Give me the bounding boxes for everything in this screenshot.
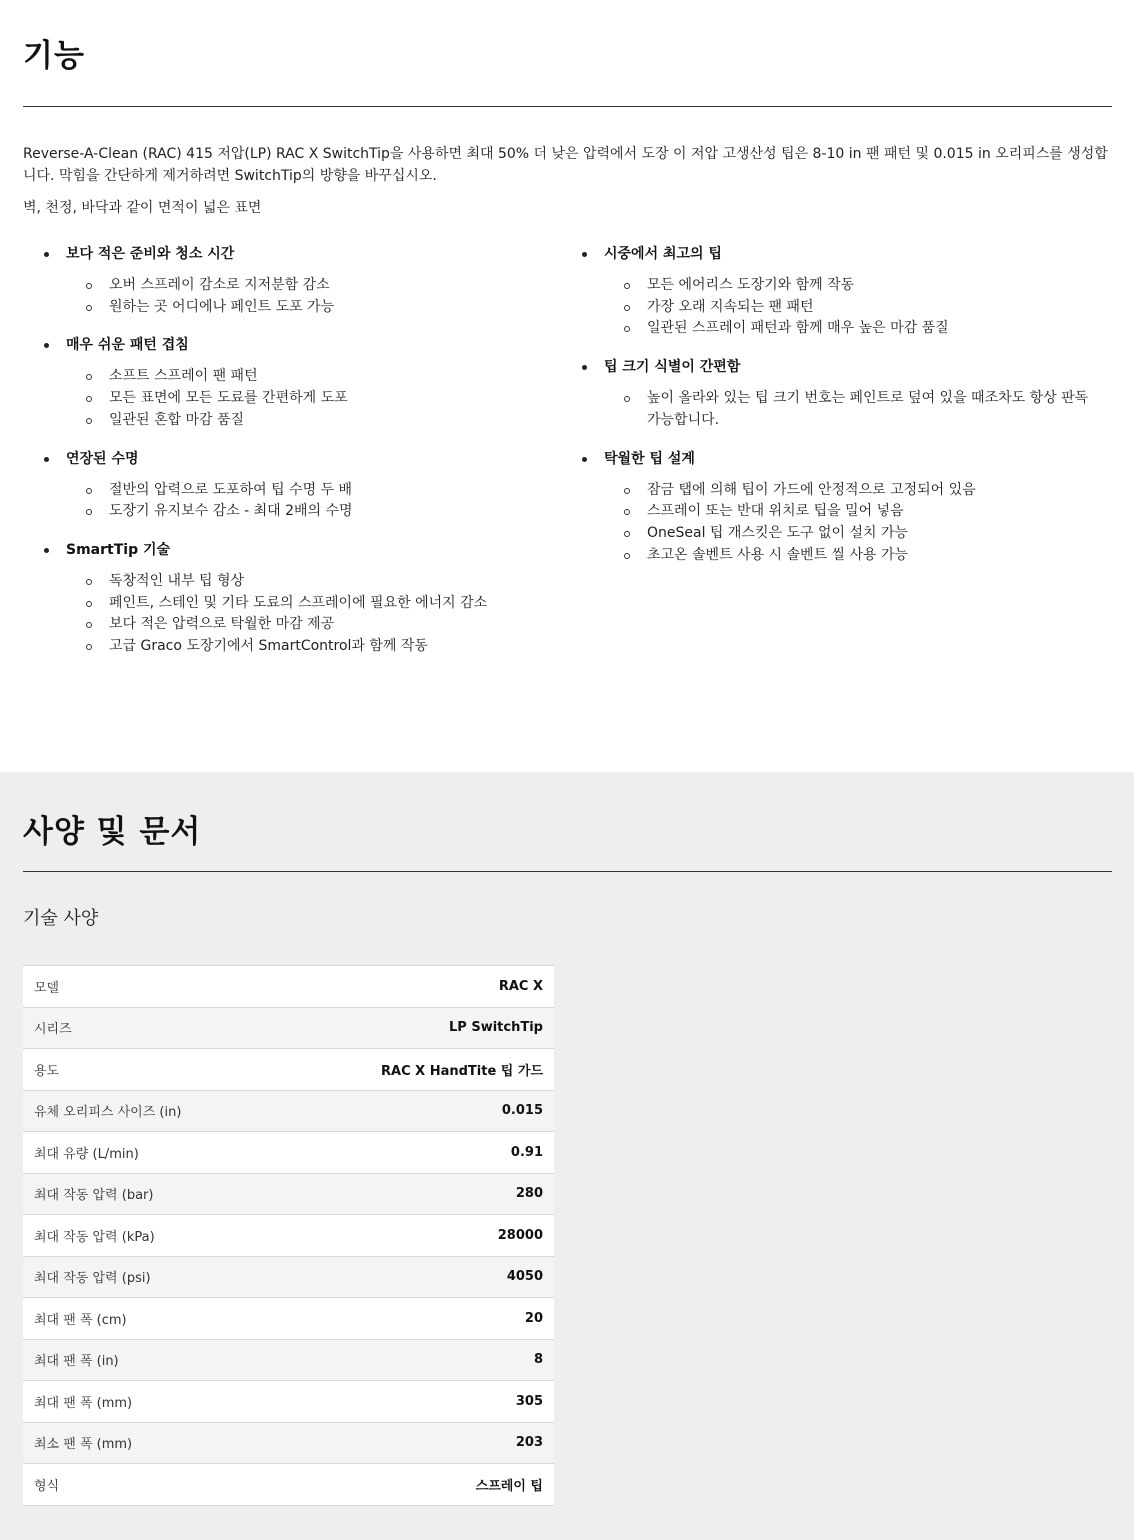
features-left-column [23, 241, 543, 672]
features-title: 기능 [23, 38, 85, 74]
spec-value: 0.91 [278, 1132, 554, 1174]
specs-title: 사양 및 문서 [23, 814, 202, 850]
feature-group-title: 연장된 수명 [23, 446, 543, 472]
spec-value: RAC X HandTite 팁 가드 [278, 1049, 554, 1091]
spec-value: 28000 [278, 1215, 554, 1257]
feature-item: 절반의 압력으로 도포하여 팁 수명 두 배 [23, 480, 543, 502]
spec-label: 용도 [23, 1049, 278, 1091]
feature-group-title: SmartTip 기술 [23, 537, 543, 563]
spec-label: 최대 팬 폭 (in) [23, 1339, 278, 1381]
feature-list [23, 275, 543, 318]
feature-item: 가장 오래 지속되는 팬 패턴 [561, 297, 1101, 319]
feature-item: 고급 Graco 도장기에서 SmartControl과 함께 작동 [23, 636, 543, 658]
spec-label: 유체 오리피스 사이즈 (in) [23, 1090, 278, 1132]
table-row [23, 1007, 554, 1049]
feature-item: 보다 적은 압력으로 탁월한 마감 제공 [23, 614, 543, 636]
features-surface: 벽, 천정, 바닥과 같이 면적이 넓은 표면 [23, 200, 262, 216]
specs-section [0, 772, 1134, 1540]
spec-value: 305 [278, 1381, 554, 1423]
feature-group [23, 241, 543, 318]
feature-group-title: 보다 적은 준비와 청소 시간 [23, 241, 543, 267]
table-row [23, 1049, 554, 1091]
specs-subtitle: 기술 사양 [23, 908, 99, 929]
feature-item: 페인트, 스테인 및 기타 도료의 스프레이에 필요한 에너지 감소 [23, 593, 543, 615]
spec-value: 280 [278, 1173, 554, 1215]
feature-list [23, 571, 543, 658]
spec-label: 최대 유량 (L/min) [23, 1132, 278, 1174]
specs-divider [23, 871, 1112, 872]
feature-group [561, 241, 1101, 340]
spec-label: 시리즈 [23, 1007, 278, 1049]
feature-list [561, 275, 1101, 340]
spec-label: 최대 팬 폭 (cm) [23, 1298, 278, 1340]
feature-list [23, 480, 543, 523]
feature-group [23, 537, 543, 658]
table-row [23, 1339, 554, 1381]
spec-label: 최대 작동 압력 (psi) [23, 1256, 278, 1298]
feature-item: 모든 표면에 모든 도료를 간편하게 도포 [23, 388, 543, 410]
features-right-column [561, 241, 1101, 580]
spec-value: 20 [278, 1298, 554, 1340]
feature-item: 잠금 탭에 의해 팁이 가드에 안정적으로 고정되어 있음 [561, 480, 1101, 502]
table-row [23, 1090, 554, 1132]
feature-item: 스프레이 또는 반대 위치로 팁을 밀어 넣음 [561, 501, 1101, 523]
spec-value: 4050 [278, 1256, 554, 1298]
feature-item: 일관된 혼합 마감 품질 [23, 410, 543, 432]
feature-item: OneSeal 팁 개스킷은 도구 없이 설치 가능 [561, 523, 1101, 545]
feature-group [23, 332, 543, 431]
feature-group-title: 매우 쉬운 패턴 겹침 [23, 332, 543, 358]
feature-list [561, 480, 1101, 567]
feature-item: 오버 스프레이 감소로 지저분함 감소 [23, 275, 543, 297]
feature-group [561, 354, 1101, 431]
features-divider [23, 106, 1112, 107]
feature-item: 소프트 스프레이 팬 패턴 [23, 366, 543, 388]
features-intro: Reverse-A-Clean (RAC) 415 저압(LP) RAC X SwitchTip을 사용하면 최대 50% 더 낮은 압력에서 도장 이 저압 고생산성 팁은 8-10 in 팬 패턴 및 0.015 in 오리피스를 생성합니다. 막힘을 간단하게 제거하려면 SwitchTip의 방향을 바꾸십시오. [23, 146, 1108, 184]
feature-item: 일관된 스프레이 패턴과 함께 매우 높은 마감 품질 [561, 318, 1101, 340]
feature-list [561, 388, 1101, 431]
spec-value: 스프레이 팁 [278, 1464, 554, 1506]
spec-value: LP SwitchTip [278, 1007, 554, 1049]
feature-item: 높이 올라와 있는 팁 크기 번호는 페인트로 덮여 있을 때조차도 항상 판독 가능합니다. [561, 388, 1101, 431]
table-row [23, 1464, 554, 1506]
table-row [23, 1381, 554, 1423]
spec-label: 최소 팬 폭 (mm) [23, 1422, 278, 1464]
spec-label: 최대 작동 압력 (kPa) [23, 1215, 278, 1257]
spec-label: 최대 작동 압력 (bar) [23, 1173, 278, 1215]
table-row [23, 1173, 554, 1215]
feature-item: 초고온 솔벤트 사용 시 솔벤트 씰 사용 가능 [561, 545, 1101, 567]
table-row [23, 966, 554, 1008]
feature-item: 모든 에어리스 도장기와 함께 작동 [561, 275, 1101, 297]
feature-group-title: 탁월한 팁 설계 [561, 446, 1101, 472]
spec-label: 모델 [23, 966, 278, 1008]
spec-value: 0.015 [278, 1090, 554, 1132]
feature-group [561, 446, 1101, 567]
table-row [23, 1422, 554, 1464]
spec-table [23, 965, 554, 1506]
spec-value: RAC X [278, 966, 554, 1008]
feature-item: 도장기 유지보수 감소 - 최대 2배의 수명 [23, 501, 543, 523]
feature-item: 원하는 곳 어디에나 페인트 도포 가능 [23, 297, 543, 319]
feature-group-title: 시중에서 최고의 팁 [561, 241, 1101, 267]
spec-value: 8 [278, 1339, 554, 1381]
table-row [23, 1132, 554, 1174]
spec-value: 203 [278, 1422, 554, 1464]
feature-item: 독창적인 내부 팁 형상 [23, 571, 543, 593]
feature-group-title: 팁 크기 식별이 간편함 [561, 354, 1101, 380]
feature-list [23, 366, 543, 431]
table-row [23, 1256, 554, 1298]
spec-label: 최대 팬 폭 (mm) [23, 1381, 278, 1423]
spec-label: 형식 [23, 1464, 278, 1506]
table-row [23, 1298, 554, 1340]
table-row [23, 1215, 554, 1257]
feature-group [23, 446, 543, 523]
